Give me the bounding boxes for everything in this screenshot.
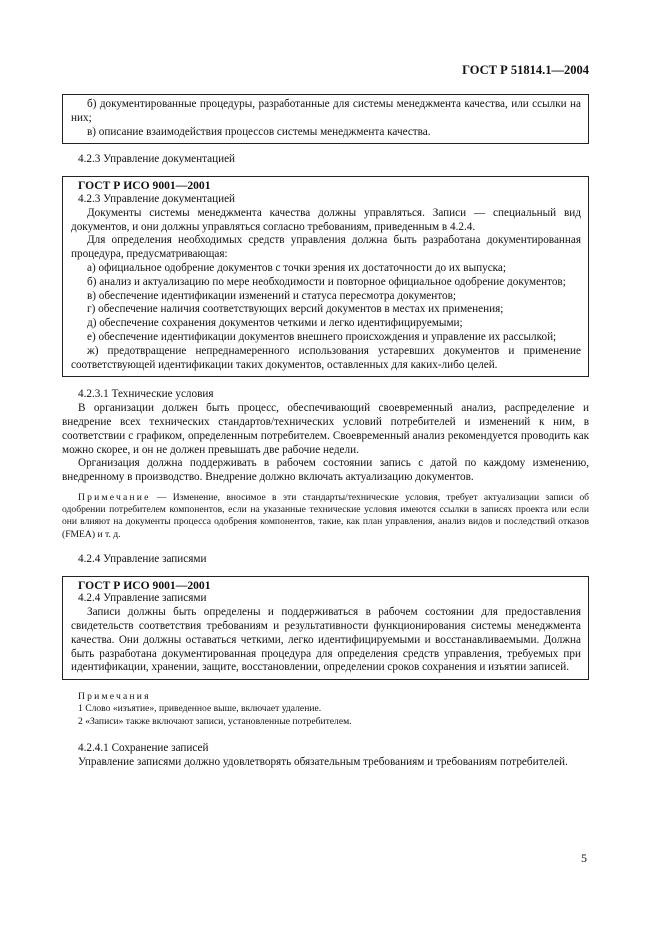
section-heading-4-2-3-1: 4.2.3.1 Технические условия	[78, 388, 214, 401]
section-heading-4-2-3: 4.2.3 Управление документацией	[78, 153, 236, 166]
paragraph: В организации должен быть процесс, обеспечивающий своевременный анализ, распределение и внедрение всех технических стандартов/технических условий потребителей и изменений к ним, в соответствии с графиком, определенным потребителем. Своевременный анализ рекомендуется проводить как можно скорее, и он не должен превышать две рабочие недели.	[62, 402, 589, 456]
box-clause-title: 4.2.3 Управление документацией	[78, 192, 236, 205]
box-standard-title: ГОСТ Р ИСО 9001—2001	[78, 179, 211, 193]
list-item: в) обеспечение идентификации изменений и статуса пересмотра документов;	[87, 289, 456, 302]
page-content	[62, 94, 589, 769]
note-text: — Изменение, вносимое в эти стандарты/технические условия, требует актуализации записи об одобрении потребителем компонентов, если на указанные технические условия имеются ссылки в записях проекта или если они влияют на документы процесса одобрения компонентов, такие, как план управления, анализ видов и последствий отказов (FMEA) и т. д.	[62, 491, 589, 540]
list-item: г) обеспечение наличия соответствующих версий документов в местах их применения;	[87, 303, 504, 316]
quote-box-4-2-4	[62, 576, 589, 681]
paragraph: Записи должны быть определены и поддерживаться в рабочем состоянии для предоставления свидетельств соответствия требованиям и результативности функционирования системы менеджмента качества. Они должны оставаться четкими, легко идентифицируемыми и восстанавливаемыми. Должна быть разработана документированная процедура для определения средств управления, требуемых при идентификации, хранении, защите, восстановлении, определении сроков сохранения и изъятии записей.	[71, 606, 581, 674]
document-code-header: ГОСТ Р 51814.1—2004	[462, 63, 589, 77]
paragraph: Для определения необходимых средств управления должна быть разработана документированная процедура, предусматривающая:	[71, 234, 581, 261]
list-item: е) обеспечение идентификации документов внешнего происхождения и управление их рассылкой;	[87, 330, 557, 343]
paragraph: Организация должна поддерживать в рабочем состоянии запись с датой по каждому изменению, внедренному в производство. Внедрение должно включать актуализацию документов.	[62, 457, 589, 484]
continued-quote-box	[62, 94, 589, 144]
note-label: Примечание	[78, 491, 151, 503]
box-clause-title: 4.2.4 Управление записями	[78, 592, 207, 605]
paragraph: Управление записями должно удовлетворять обязательным требованиям и требованиям потребителей.	[78, 755, 568, 768]
paragraph: Документы системы менеджмента качества должны управляться. Записи — специальный вид документов, и они должны управляться согласно требованиям, приведенным в 4.2.4.	[71, 206, 581, 233]
note	[62, 492, 589, 541]
section-heading-4-2-4-1: 4.2.4.1 Сохранение записей	[78, 741, 209, 754]
list-item: ж) предотвращение непреднамеренного использования устаревших документов и применение соответствующей идентификации таких документов, оставленных для каких-либо целей.	[71, 344, 581, 371]
box-standard-title: ГОСТ Р ИСО 9001—2001	[78, 578, 211, 592]
section-heading-4-2-4: 4.2.4 Управление записями	[78, 552, 207, 565]
list-item: а) официальное одобрение документов с точки зрения их достаточности до их выпуска;	[87, 261, 506, 274]
list-item: б) анализ и актуализацию по мере необходимости и повторное официальное одобрение документов;	[87, 275, 566, 288]
list-item: д) обеспечение сохранения документов четкими и легко идентифицируемыми;	[87, 317, 463, 330]
note-item: 1 Слово «изъятие», приведенное выше, включает удаление.	[78, 703, 322, 715]
notes-label: Примечания	[78, 691, 151, 703]
list-item: б) документированные процедуры, разработанные для системы менеджмента качества, или ссылки на них;	[71, 98, 581, 124]
list-item: в) описание взаимодействия процессов системы менеджмента качества.	[87, 125, 431, 138]
page-number: 5	[581, 851, 587, 865]
note-item: 2 «Записи» также включают записи, установленные потребителем.	[78, 715, 352, 727]
quote-box-4-2-3	[62, 176, 589, 377]
